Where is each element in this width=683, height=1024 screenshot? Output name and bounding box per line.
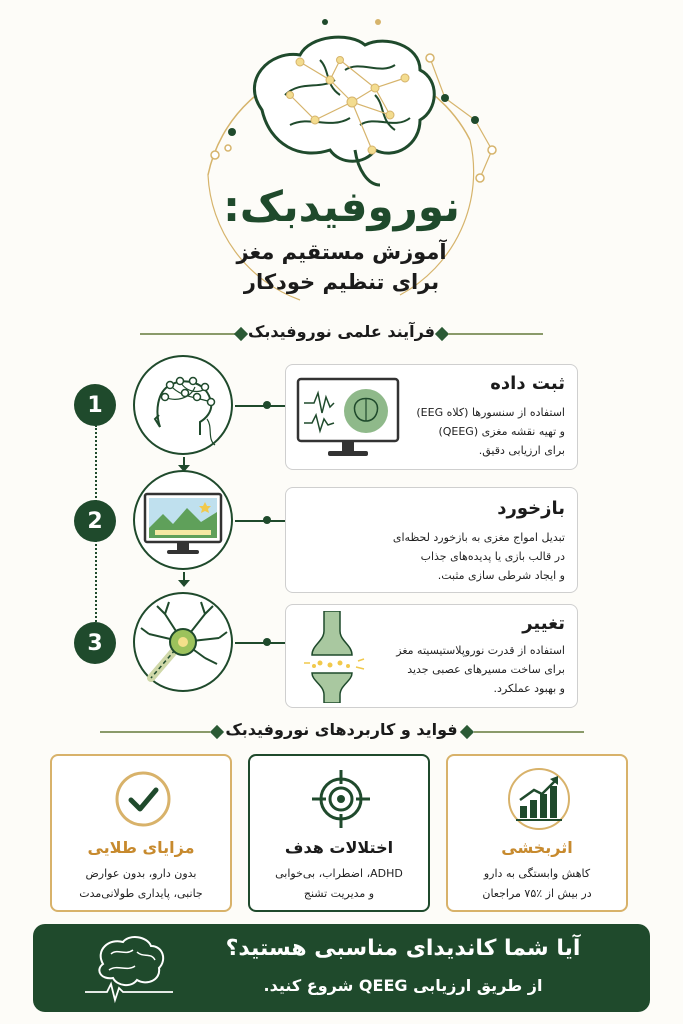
step-1-line-2: و تهیه نقشه مغزی (QEEG) xyxy=(438,425,565,438)
step-3-card xyxy=(285,604,578,708)
step-3-line-3: و بهبود عملکرد. xyxy=(493,682,565,695)
neuron-icon xyxy=(135,594,231,690)
step-number-2: 2 xyxy=(74,500,116,542)
step-1-title: ثبت داده xyxy=(490,373,565,394)
benefit-line: ADHD، اضطراب، بی‌خوابی xyxy=(275,867,403,880)
benefit-title-target-disorders: اختلالات هدف xyxy=(284,838,394,857)
eeg-cap-head-icon xyxy=(135,357,231,453)
benefits-section-header xyxy=(0,720,683,744)
benefit-line: کاهش وابستگی به دارو xyxy=(483,867,591,880)
page-title: نوروفیدبک: xyxy=(223,182,460,231)
benefit-body-effectiveness xyxy=(454,864,620,904)
page-subtitle-line2: برای تنظیم خودکار xyxy=(243,270,440,294)
header-divider-right xyxy=(474,731,584,733)
growth-chart-icon xyxy=(506,766,572,832)
step-2-line-3: و ایجاد شرطی سازی مثبت. xyxy=(437,569,565,582)
benefit-body-target-disorders xyxy=(256,864,422,904)
checkmark-icon xyxy=(110,766,176,832)
monitor-brain-icon xyxy=(294,373,402,463)
step-3-connector xyxy=(235,642,285,644)
step-1-line-1: استفاده از سنسورها (کلاه EEG) xyxy=(416,406,565,419)
step-3-connector-dot xyxy=(263,638,271,646)
page-subtitle-line1: آموزش مستقیم مغز xyxy=(236,240,447,264)
step-2-line-2: در قالب بازی یا پدیده‌های جذاب xyxy=(420,550,565,563)
step-2-connector xyxy=(235,520,285,522)
step-3-description xyxy=(396,641,565,698)
step-2-line-1: تبدیل امواج مغزی به بازخورد لحظه‌ای xyxy=(392,531,565,544)
process-section-header xyxy=(0,322,683,346)
step-1-connector-dot xyxy=(263,401,271,409)
synapse-icon xyxy=(302,611,372,703)
benefit-line: بدون دارو، بدون عوارض xyxy=(85,867,197,880)
cta-banner[interactable] xyxy=(33,924,650,1012)
step-2-card xyxy=(285,487,578,593)
benefits-section-heading: فواید و کاربردهای نوروفیدبک xyxy=(225,720,458,739)
cta-action: از طریق ارزیابی QEEG شروع کنید. xyxy=(263,976,543,995)
benefit-body-golden-advantages xyxy=(58,864,224,904)
step-2-connector-dot xyxy=(263,516,271,524)
step-1-card xyxy=(285,364,578,470)
step-3-line-1: استفاده از قدرت نوروپلاستیسیته مغز xyxy=(396,644,565,657)
step-1-description xyxy=(416,403,565,460)
step-2-description xyxy=(393,528,565,585)
benefit-card-target-disorders xyxy=(248,754,430,912)
target-icon xyxy=(308,766,374,832)
benefit-line: جانبی، پایداری طولانی‌مدت xyxy=(79,887,203,900)
benefit-card-effectiveness xyxy=(446,754,628,912)
brain-heartbeat-icon xyxy=(81,930,177,1006)
cta-question: آیا شما کاندیدای مناسبی هستید؟ xyxy=(225,936,581,961)
step-number-3: 3 xyxy=(74,622,116,664)
step-1-connector xyxy=(235,405,285,407)
step-3-illustration xyxy=(133,592,233,692)
step-2-illustration xyxy=(133,470,233,570)
step-3-title: تغییر xyxy=(522,613,565,634)
step-1-line-3: برای ارزیابی دقیق. xyxy=(478,444,565,457)
benefit-line: و مدیریت تشنج xyxy=(303,887,375,900)
benefit-line: در بیش از ٪۷۵ مراجعان xyxy=(482,887,592,900)
benefit-card-golden-advantages xyxy=(50,754,232,912)
process-section-heading: فرآیند علمی نوروفیدبک xyxy=(247,322,436,341)
header-divider-right xyxy=(448,333,543,335)
game-monitor-icon xyxy=(135,472,231,568)
step-2-title: بازخورد xyxy=(497,498,565,519)
step-1-illustration xyxy=(133,355,233,455)
step-3-line-2: برای ساخت مسیرهای عصبی جدید xyxy=(407,663,565,676)
benefit-title-effectiveness: اثربخشی xyxy=(501,838,573,857)
step-2-down-arrow-icon xyxy=(178,580,190,587)
step-number-1: 1 xyxy=(74,384,116,426)
benefit-title-golden-advantages: مزایای طلایی xyxy=(87,838,195,857)
